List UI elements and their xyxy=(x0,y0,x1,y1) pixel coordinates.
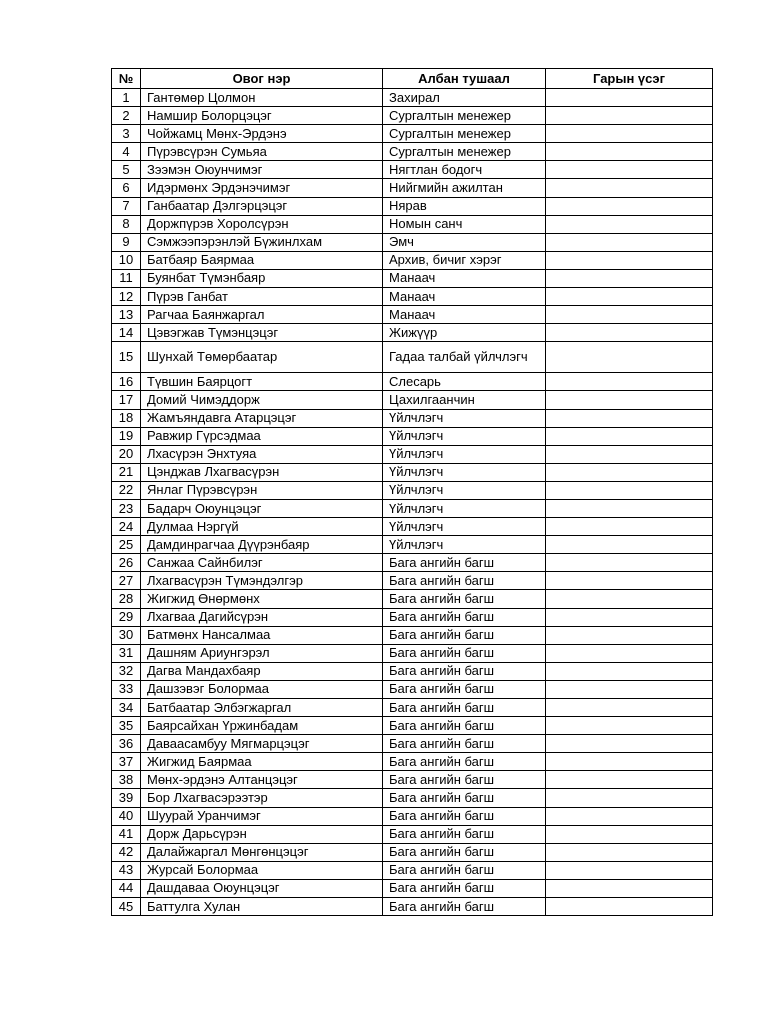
full-name-cell: Баярсайхан Үржинбадам xyxy=(141,717,383,735)
signature-cell[interactable] xyxy=(546,518,713,536)
row-number-cell: 24 xyxy=(112,518,141,536)
table-row xyxy=(112,843,713,861)
table-row xyxy=(112,161,713,179)
signature-cell[interactable] xyxy=(546,807,713,825)
full-name-cell: Янлаг Пүрэвсүрэн xyxy=(141,481,383,499)
full-name-cell: Дагва Мандахбаяр xyxy=(141,662,383,680)
table-row xyxy=(112,717,713,735)
table-row xyxy=(112,427,713,445)
full-name-cell: Пүрэвсүрэн Сумьяа xyxy=(141,143,383,161)
row-number-cell: 26 xyxy=(112,554,141,572)
table-row xyxy=(112,608,713,626)
signature-cell[interactable] xyxy=(546,843,713,861)
row-number-cell: 33 xyxy=(112,680,141,698)
table-row xyxy=(112,590,713,608)
signature-cell[interactable] xyxy=(546,771,713,789)
signature-cell[interactable] xyxy=(546,233,713,251)
full-name-cell: Бор Лхагвасэрээтэр xyxy=(141,789,383,807)
row-number-cell: 7 xyxy=(112,197,141,215)
position-cell: Сургалтын менежер xyxy=(383,107,546,125)
position-cell: Бага ангийн багш xyxy=(383,554,546,572)
table-row xyxy=(112,179,713,197)
table-row xyxy=(112,789,713,807)
signature-cell[interactable] xyxy=(546,789,713,807)
table-row xyxy=(112,518,713,536)
signature-cell[interactable] xyxy=(546,197,713,215)
row-number-cell: 18 xyxy=(112,409,141,427)
position-cell: Бага ангийн багш xyxy=(383,735,546,753)
position-cell: Захирал xyxy=(383,89,546,107)
table-row xyxy=(112,481,713,499)
position-cell: Манаач xyxy=(383,269,546,287)
full-name-cell: Сэмжээпэрэнлэй Бүжинлхам xyxy=(141,233,383,251)
row-number-cell: 10 xyxy=(112,251,141,269)
full-name-cell: Далайжаргал Мөнгөнцэцэг xyxy=(141,843,383,861)
row-number-cell: 21 xyxy=(112,463,141,481)
position-cell: Үйлчлэгч xyxy=(383,445,546,463)
signature-cell[interactable] xyxy=(546,427,713,445)
row-number-cell: 36 xyxy=(112,735,141,753)
position-cell: Манаач xyxy=(383,306,546,324)
position-cell: Үйлчлэгч xyxy=(383,463,546,481)
signature-cell[interactable] xyxy=(546,608,713,626)
signature-cell[interactable] xyxy=(546,626,713,644)
position-cell: Бага ангийн багш xyxy=(383,753,546,771)
table-row xyxy=(112,898,713,916)
header-row xyxy=(112,69,713,89)
row-number-cell: 37 xyxy=(112,753,141,771)
row-number-cell: 34 xyxy=(112,699,141,717)
table-row xyxy=(112,499,713,517)
full-name-cell: Лхасүрэн Энхтуяа xyxy=(141,445,383,463)
full-name-cell: Шуурай Уранчимэг xyxy=(141,807,383,825)
position-cell: Бага ангийн багш xyxy=(383,861,546,879)
signature-cell[interactable] xyxy=(546,342,713,373)
table-row xyxy=(112,233,713,251)
position-cell: Бага ангийн багш xyxy=(383,608,546,626)
full-name-cell: Дашзэвэг Болормаа xyxy=(141,680,383,698)
table-row xyxy=(112,644,713,662)
table-row xyxy=(112,197,713,215)
table-row xyxy=(112,771,713,789)
table-row xyxy=(112,125,713,143)
full-name-cell: Чойжамц Мөнх-Эрдэнэ xyxy=(141,125,383,143)
position-cell: Нягтлан бодогч xyxy=(383,161,546,179)
table-row xyxy=(112,536,713,554)
table-row xyxy=(112,753,713,771)
row-number-cell: 9 xyxy=(112,233,141,251)
full-name-cell: Пүрэв Ганбат xyxy=(141,288,383,306)
signature-cell[interactable] xyxy=(546,735,713,753)
full-name-cell: Дамдинрагчаа Дүүрэнбаяр xyxy=(141,536,383,554)
signature-cell[interactable] xyxy=(546,107,713,125)
row-number-cell: 22 xyxy=(112,481,141,499)
position-cell: Бага ангийн багш xyxy=(383,843,546,861)
signature-cell[interactable] xyxy=(546,445,713,463)
staff-signature-table xyxy=(111,68,713,916)
signature-cell[interactable] xyxy=(546,898,713,916)
row-number-cell: 16 xyxy=(112,373,141,391)
header-full-name: Овог нэр xyxy=(141,69,383,89)
row-number-cell: 45 xyxy=(112,898,141,916)
table-row xyxy=(112,89,713,107)
row-number-cell: 5 xyxy=(112,161,141,179)
position-cell: Бага ангийн багш xyxy=(383,825,546,843)
signature-cell[interactable] xyxy=(546,269,713,287)
position-cell: Үйлчлэгч xyxy=(383,481,546,499)
table-row xyxy=(112,269,713,287)
table-row xyxy=(112,288,713,306)
signature-cell[interactable] xyxy=(546,536,713,554)
full-name-cell: Рагчаа Баянжаргал xyxy=(141,306,383,324)
full-name-cell: Идэрмөнх Эрдэнэчимэг xyxy=(141,179,383,197)
signature-cell[interactable] xyxy=(546,161,713,179)
header-signature: Гарын үсэг xyxy=(546,69,713,89)
signature-cell[interactable] xyxy=(546,699,713,717)
row-number-cell: 6 xyxy=(112,179,141,197)
row-number-cell: 12 xyxy=(112,288,141,306)
full-name-cell: Батбаяр Баярмаа xyxy=(141,251,383,269)
row-number-cell: 35 xyxy=(112,717,141,735)
signature-cell[interactable] xyxy=(546,499,713,517)
position-cell: Гадаа талбай үйлчлэгч xyxy=(383,342,546,373)
full-name-cell: Жигжид Баярмаа xyxy=(141,753,383,771)
row-number-cell: 13 xyxy=(112,306,141,324)
full-name-cell: Жигжид Өнөрмөнх xyxy=(141,590,383,608)
row-number-cell: 41 xyxy=(112,825,141,843)
signature-cell[interactable] xyxy=(546,861,713,879)
position-cell: Бага ангийн багш xyxy=(383,699,546,717)
row-number-cell: 4 xyxy=(112,143,141,161)
signature-cell[interactable] xyxy=(546,391,713,409)
row-number-cell: 1 xyxy=(112,89,141,107)
position-cell: Үйлчлэгч xyxy=(383,518,546,536)
table-row xyxy=(112,699,713,717)
signature-cell[interactable] xyxy=(546,825,713,843)
row-number-cell: 14 xyxy=(112,324,141,342)
signature-cell[interactable] xyxy=(546,125,713,143)
table-row xyxy=(112,554,713,572)
full-name-cell: Дашдаваа Оюунцэцэг xyxy=(141,879,383,897)
table-row xyxy=(112,735,713,753)
row-number-cell: 31 xyxy=(112,644,141,662)
full-name-cell: Намшир Болорцэцэг xyxy=(141,107,383,125)
row-number-cell: 28 xyxy=(112,590,141,608)
table-row xyxy=(112,572,713,590)
table-row xyxy=(112,391,713,409)
signature-cell[interactable] xyxy=(546,680,713,698)
position-cell: Үйлчлэгч xyxy=(383,536,546,554)
position-cell: Слесарь xyxy=(383,373,546,391)
full-name-cell: Дашням Ариунгэрэл xyxy=(141,644,383,662)
row-number-cell: 38 xyxy=(112,771,141,789)
row-number-cell: 39 xyxy=(112,789,141,807)
position-cell: Үйлчлэгч xyxy=(383,409,546,427)
row-number-cell: 15 xyxy=(112,342,141,373)
full-name-cell: Даваасамбуу Мягмарцэцэг xyxy=(141,735,383,753)
row-number-cell: 25 xyxy=(112,536,141,554)
table-row xyxy=(112,306,713,324)
table-body xyxy=(112,89,713,916)
full-name-cell: Буянбат Түмэнбаяр xyxy=(141,269,383,287)
full-name-cell: Дорж Дарьсүрэн xyxy=(141,825,383,843)
row-number-cell: 40 xyxy=(112,807,141,825)
row-number-cell: 32 xyxy=(112,662,141,680)
full-name-cell: Шунхай Төмөрбаатар xyxy=(141,342,383,373)
position-cell: Эмч xyxy=(383,233,546,251)
full-name-cell: Батбаатар Элбэгжаргал xyxy=(141,699,383,717)
row-number-cell: 29 xyxy=(112,608,141,626)
table-row xyxy=(112,662,713,680)
row-number-cell: 19 xyxy=(112,427,141,445)
signature-cell[interactable] xyxy=(546,662,713,680)
full-name-cell: Дулмаа Нэргүй xyxy=(141,518,383,536)
table-row xyxy=(112,143,713,161)
full-name-cell: Домий Чимэддорж xyxy=(141,391,383,409)
row-number-cell: 43 xyxy=(112,861,141,879)
position-cell: Бага ангийн багш xyxy=(383,789,546,807)
row-number-cell: 3 xyxy=(112,125,141,143)
full-name-cell: Баттулга Хулан xyxy=(141,898,383,916)
row-number-cell: 23 xyxy=(112,499,141,517)
position-cell: Нийгмийн ажилтан xyxy=(383,179,546,197)
row-number-cell: 17 xyxy=(112,391,141,409)
signature-cell[interactable] xyxy=(546,590,713,608)
position-cell: Бага ангийн багш xyxy=(383,879,546,897)
table-row xyxy=(112,807,713,825)
header-position: Албан тушаал xyxy=(383,69,546,89)
signature-cell[interactable] xyxy=(546,463,713,481)
table-row xyxy=(112,409,713,427)
table-row xyxy=(112,861,713,879)
full-name-cell: Батмөнх Нансалмаа xyxy=(141,626,383,644)
table-row xyxy=(112,626,713,644)
row-number-cell: 2 xyxy=(112,107,141,125)
signature-cell[interactable] xyxy=(546,572,713,590)
row-number-cell: 20 xyxy=(112,445,141,463)
table-row xyxy=(112,373,713,391)
full-name-cell: Санжаа Сайнбилэг xyxy=(141,554,383,572)
position-cell: Сургалтын менежер xyxy=(383,125,546,143)
table-row xyxy=(112,680,713,698)
full-name-cell: Гантөмөр Цолмон xyxy=(141,89,383,107)
table-row xyxy=(112,463,713,481)
full-name-cell: Журсай Болормаа xyxy=(141,861,383,879)
position-cell: Бага ангийн багш xyxy=(383,644,546,662)
signature-cell[interactable] xyxy=(546,644,713,662)
signature-cell[interactable] xyxy=(546,753,713,771)
table-row xyxy=(112,879,713,897)
signature-cell[interactable] xyxy=(546,251,713,269)
signature-cell[interactable] xyxy=(546,89,713,107)
signature-cell[interactable] xyxy=(546,324,713,342)
table-row xyxy=(112,825,713,843)
signature-cell[interactable] xyxy=(546,409,713,427)
signature-cell[interactable] xyxy=(546,717,713,735)
position-cell: Манаач xyxy=(383,288,546,306)
table-row xyxy=(112,107,713,125)
signature-cell[interactable] xyxy=(546,879,713,897)
position-cell: Нярав xyxy=(383,197,546,215)
position-cell: Жижүүр xyxy=(383,324,546,342)
full-name-cell: Жамъяндавга Атарцэцэг xyxy=(141,409,383,427)
full-name-cell: Цэвэгжав Түмэнцэцэг xyxy=(141,324,383,342)
signature-cell[interactable] xyxy=(546,143,713,161)
table-row xyxy=(112,215,713,233)
position-cell: Бага ангийн багш xyxy=(383,898,546,916)
position-cell: Бага ангийн багш xyxy=(383,662,546,680)
row-number-cell: 27 xyxy=(112,572,141,590)
signature-cell[interactable] xyxy=(546,373,713,391)
full-name-cell: Лхагваа Дагийсүрэн xyxy=(141,608,383,626)
full-name-cell: Равжир Гүрсэдмаа xyxy=(141,427,383,445)
position-cell: Архив, бичиг хэрэг xyxy=(383,251,546,269)
position-cell: Бага ангийн багш xyxy=(383,771,546,789)
full-name-cell: Зээмэн Оюунчимэг xyxy=(141,161,383,179)
row-number-cell: 44 xyxy=(112,879,141,897)
position-cell: Үйлчлэгч xyxy=(383,427,546,445)
signature-cell[interactable] xyxy=(546,481,713,499)
header-number: № xyxy=(112,69,141,89)
full-name-cell: Лхагвасүрэн Түмэндэлгэр xyxy=(141,572,383,590)
signature-cell[interactable] xyxy=(546,554,713,572)
full-name-cell: Доржпүрэв Хоролсүрэн xyxy=(141,215,383,233)
signature-cell[interactable] xyxy=(546,288,713,306)
full-name-cell: Бадарч Оюунцэцэг xyxy=(141,499,383,517)
table-row xyxy=(112,445,713,463)
table-row xyxy=(112,251,713,269)
signature-cell[interactable] xyxy=(546,306,713,324)
signature-cell[interactable] xyxy=(546,179,713,197)
table-row xyxy=(112,324,713,342)
position-cell: Номын санч xyxy=(383,215,546,233)
signature-cell[interactable] xyxy=(546,215,713,233)
position-cell: Бага ангийн багш xyxy=(383,590,546,608)
full-name-cell: Түвшин Баярцогт xyxy=(141,373,383,391)
row-number-cell: 30 xyxy=(112,626,141,644)
position-cell: Бага ангийн багш xyxy=(383,572,546,590)
row-number-cell: 11 xyxy=(112,269,141,287)
position-cell: Бага ангийн багш xyxy=(383,807,546,825)
row-number-cell: 42 xyxy=(112,843,141,861)
full-name-cell: Мөнх-эрдэнэ Алтанцэцэг xyxy=(141,771,383,789)
row-number-cell: 8 xyxy=(112,215,141,233)
position-cell: Сургалтын менежер xyxy=(383,143,546,161)
full-name-cell: Ганбаатар Дэлгэрцэцэг xyxy=(141,197,383,215)
full-name-cell: Цэнджав Лхагвасүрэн xyxy=(141,463,383,481)
table-row xyxy=(112,342,713,373)
position-cell: Бага ангийн багш xyxy=(383,680,546,698)
position-cell: Үйлчлэгч xyxy=(383,499,546,517)
position-cell: Бага ангийн багш xyxy=(383,717,546,735)
position-cell: Бага ангийн багш xyxy=(383,626,546,644)
position-cell: Цахилгаанчин xyxy=(383,391,546,409)
